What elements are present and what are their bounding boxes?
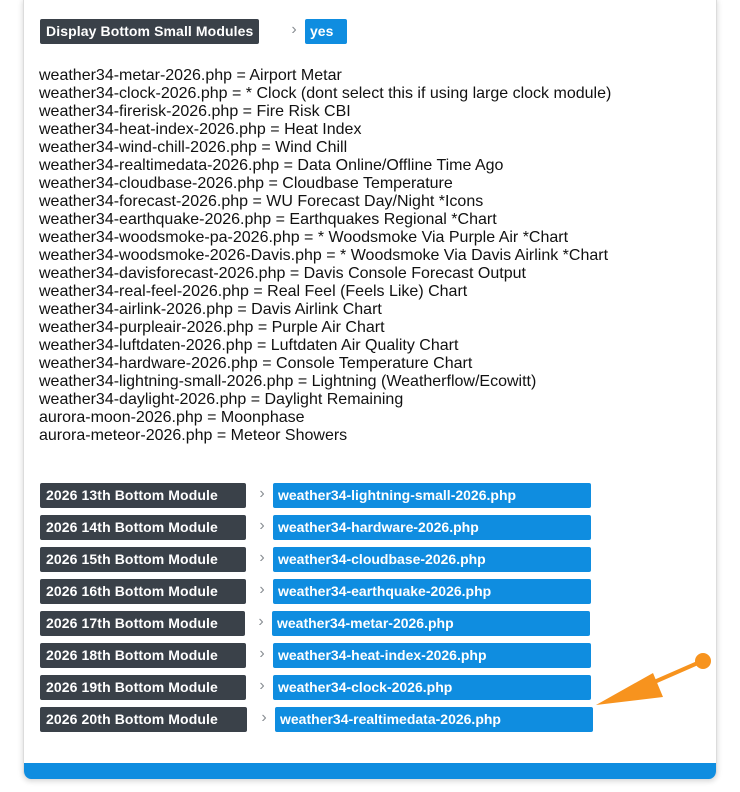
list-item: weather34-clock-2026.php = * Clock (dont select this if using large clock module) xyxy=(39,85,612,102)
bottom-module-19-label: 2026 19th Bottom Module xyxy=(40,675,246,700)
bottom-module-20-label: 2026 20th Bottom Module xyxy=(40,707,247,732)
list-item: aurora-moon-2026.php = Moonphase xyxy=(39,409,305,426)
chevron-right-icon: › xyxy=(261,709,267,726)
list-item: weather34-heat-index-2026.php = Heat Index xyxy=(39,121,362,138)
chevron-right-icon: › xyxy=(259,645,265,662)
list-item: weather34-luftdaten-2026.php = Luftdaten Air Quality Chart xyxy=(39,337,459,354)
list-item: weather34-woodsmoke-pa-2026.php = * Woodsmoke Via Purple Air *Chart xyxy=(39,229,569,246)
display-bottom-modules-select[interactable]: yes xyxy=(305,19,347,44)
bottom-module-17-label: 2026 17th Bottom Module xyxy=(40,611,245,636)
bottom-module-14-label: 2026 14th Bottom Module xyxy=(40,515,246,540)
list-item: weather34-lightning-small-2026.php = Lightning (Weatherflow/Ecowitt) xyxy=(39,373,537,390)
list-item: weather34-firerisk-2026.php = Fire Risk CBI xyxy=(39,103,351,120)
list-item: weather34-earthquake-2026.php = Earthquakes Regional *Chart xyxy=(39,211,497,228)
bottom-module-18-select[interactable]: weather34-heat-index-2026.php xyxy=(273,643,591,668)
bottom-module-15-label: 2026 15th Bottom Module xyxy=(40,547,246,572)
list-item: weather34-metar-2026.php = Airport Metar xyxy=(39,67,342,84)
list-item: weather34-realtimedata-2026.php = Data Online/Offline Time Ago xyxy=(39,157,504,174)
chevron-right-icon: › xyxy=(259,485,265,502)
chevron-right-icon: › xyxy=(291,21,297,38)
bottom-module-17-select[interactable]: weather34-metar-2026.php xyxy=(272,611,590,636)
bottom-module-13-select[interactable]: weather34-lightning-small-2026.php xyxy=(273,483,591,508)
display-bottom-modules-label: Display Bottom Small Modules xyxy=(40,19,259,44)
list-item: weather34-wind-chill-2026.php = Wind Chill xyxy=(39,139,348,156)
bottom-module-14-select[interactable]: weather34-hardware-2026.php xyxy=(273,515,591,540)
chevron-right-icon: › xyxy=(259,549,265,566)
list-item: weather34-woodsmoke-2026-Davis.php = * Woodsmoke Via Davis Airlink *Chart xyxy=(39,247,609,264)
list-item: aurora-meteor-2026.php = Meteor Showers xyxy=(39,427,348,444)
list-item: weather34-purpleair-2026.php = Purple Air Chart xyxy=(39,319,385,336)
chevron-right-icon: › xyxy=(258,613,264,630)
bottom-module-16-select[interactable]: weather34-earthquake-2026.php xyxy=(273,579,591,604)
chevron-right-icon: › xyxy=(259,677,265,694)
bottom-module-18-label: 2026 18th Bottom Module xyxy=(40,643,246,668)
chevron-right-icon: › xyxy=(259,581,265,598)
bottom-module-16-label: 2026 16th Bottom Module xyxy=(40,579,246,604)
bottom-module-13-label: 2026 13th Bottom Module xyxy=(40,483,246,508)
list-item: weather34-hardware-2026.php = Console Temperature Chart xyxy=(39,355,473,372)
bottom-module-20-select[interactable]: weather34-realtimedata-2026.php xyxy=(275,707,593,732)
list-item: weather34-real-feel-2026.php = Real Feel (Feels Like) Chart xyxy=(39,283,468,300)
bottom-module-19-select[interactable]: weather34-clock-2026.php xyxy=(273,675,591,700)
list-item: weather34-forecast-2026.php = WU Forecast Day/Night *Icons xyxy=(39,193,484,210)
list-item: weather34-davisforecast-2026.php = Davis Console Forecast Output xyxy=(39,265,526,282)
bottom-module-15-select[interactable]: weather34-cloudbase-2026.php xyxy=(273,547,591,572)
list-item: weather34-airlink-2026.php = Davis Airlink Chart xyxy=(39,301,382,318)
list-item: weather34-daylight-2026.php = Daylight Remaining xyxy=(39,391,404,408)
list-item: weather34-cloudbase-2026.php = Cloudbase Temperature xyxy=(39,175,453,192)
chevron-right-icon: › xyxy=(259,517,265,534)
